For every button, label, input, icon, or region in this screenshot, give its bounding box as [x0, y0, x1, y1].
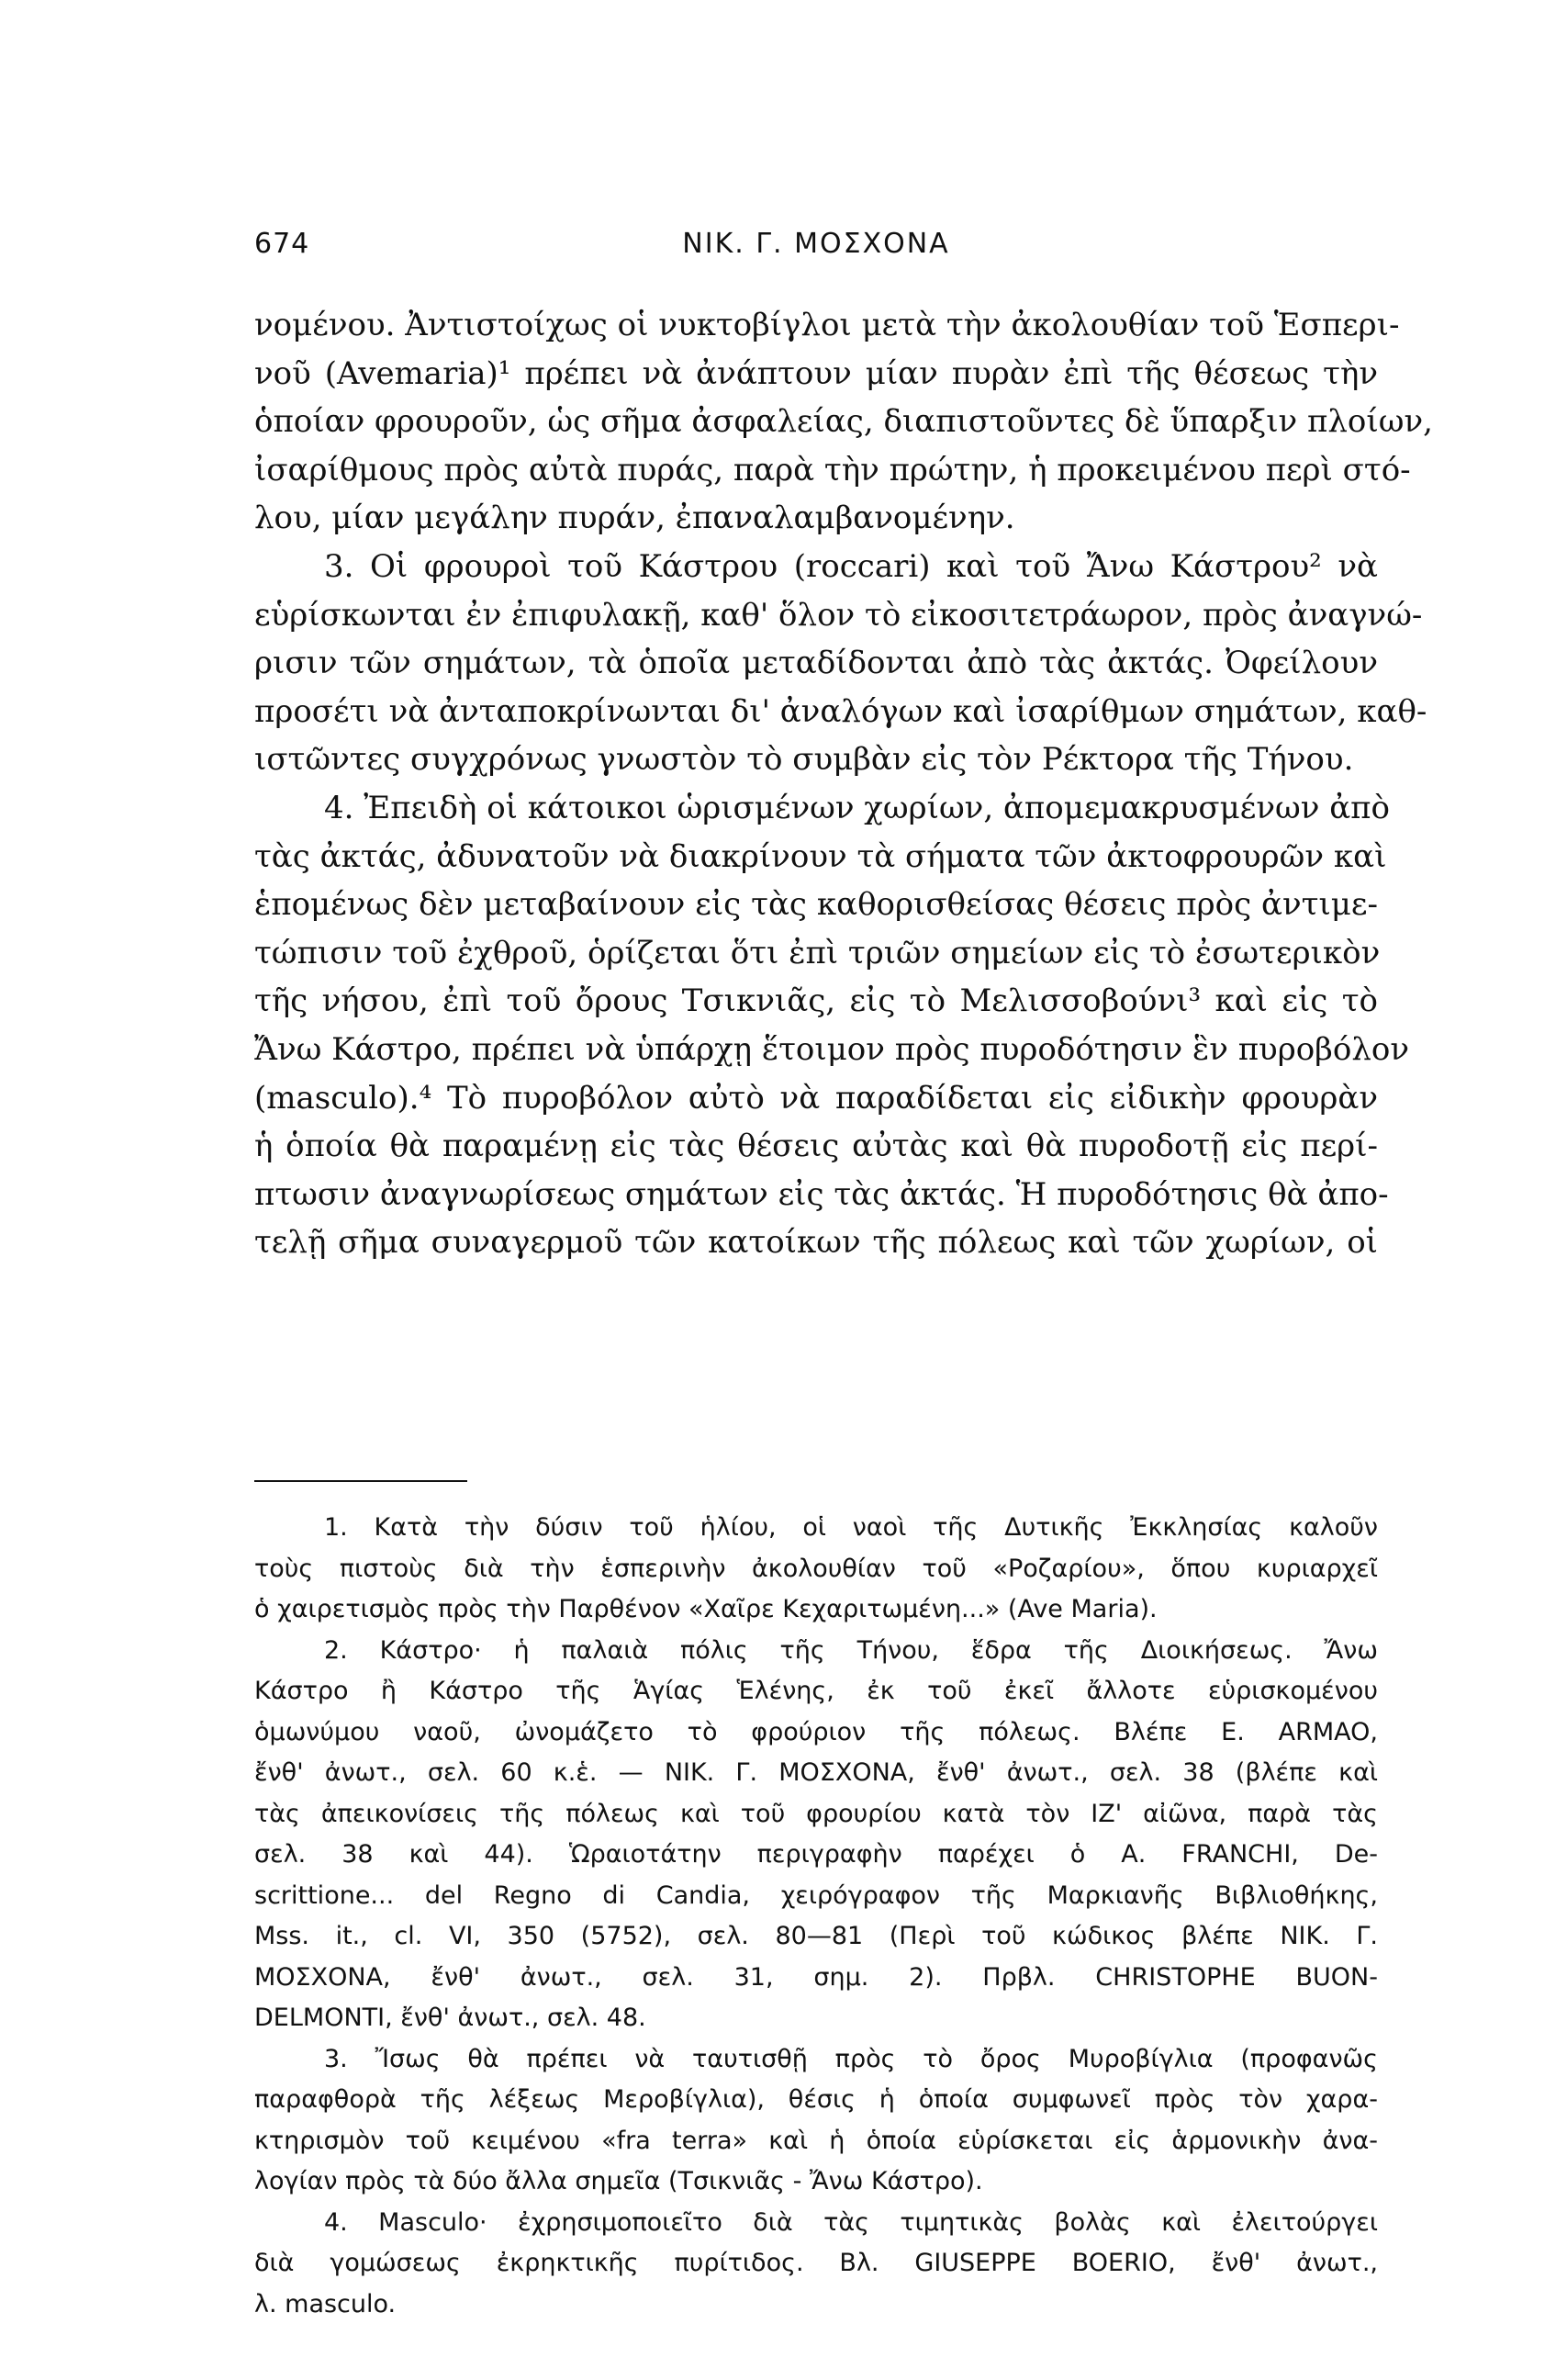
- footnote-line: 2. Κάστρο· ἡ παλαιὰ πόλις τῆς Τήνου, ἕδρα τῆς Διοικήσεως. Ἄνω: [324, 1635, 1378, 1665]
- text-line: τελῇ σῆμα συναγερμοῦ τῶν κατοίκων τῆς πόλεως καὶ τῶν χωρίων, οἱ: [254, 1224, 1378, 1262]
- footnote-line: scrittione... del Regno di Candia, χειρόγραφον τῆς Μαρκιανῆς Βιβλιοθήκης,: [254, 1880, 1378, 1910]
- footnote-line: Mss. it., cl. VI, 350 (5752), σελ. 80—81 (Περὶ τοῦ κώδικος βλέπε ΝΙΚ. Γ.: [254, 1922, 1378, 1950]
- running-head-author: ΝΙΚ. Γ. ΜΟΣΧΟΝΑ: [682, 228, 950, 260]
- footnote-line: λ. masculo.: [254, 2289, 397, 2318]
- footnote-line: τὰς ἀπεικονίσεις τῆς πόλεως καὶ τοῦ φρουρίου κατὰ τὸν ΙΖ' αἰῶνα, παρὰ τὰς: [254, 1799, 1378, 1828]
- text-line: νομένου. Ἀντιστοίχως οἱ νυκτοβίγλοι μετὰ τὴν ἀκολουθίαν τοῦ Ἑσπερι-: [254, 307, 1400, 343]
- text-line: 3. Οἱ φρουροὶ τοῦ Κάστρου (roccari) καὶ τοῦ Ἄνω Κάστρου² νὰ: [324, 547, 1378, 585]
- footnote-divider: [254, 1480, 467, 1482]
- footnote-line: ὁμωνύμου ναοῦ, ὠνομάζετο τὸ φρούριον τῆς πόλεως. Βλέπε Ε. ARMAO,: [254, 1717, 1378, 1746]
- text-line: νοῦ (Avemaria)¹ πρέπει νὰ ἀνάπτουν μίαν πυρὰν ἐπὶ τῆς θέσεως τὴν: [254, 354, 1378, 392]
- footnote-line: λογίαν πρὸς τὰ δύο ἄλλα σημεῖα (Τσικνιᾶς - Ἄνω Κάστρο).: [254, 2167, 983, 2195]
- text-line: εὑρίσκωνται ἐν ἐπιφυλακῇ, καθ' ὅλον τὸ εἰκοσιτετράωρον, πρὸς ἀναγνώ-: [254, 596, 1423, 634]
- footnote-line: ὁ χαιρετισμὸς πρὸς τὴν Παρθένον «Χαῖρε Κεχαριτωμένη...» (Ave Maria).: [254, 1595, 1158, 1623]
- footnote-line: ἔνθ' ἀνωτ., σελ. 60 κ.ἑ. — ΝΙΚ. Γ. ΜΟΣΧΟΝΑ, ἔνθ' ἀνωτ., σελ. 38 (βλέπε καὶ: [254, 1758, 1378, 1787]
- text-line: ἰσαρίθμους πρὸς αὐτὰ πυράς, παρὰ τὴν πρώτην, ἡ προκειμένου περὶ στό-: [254, 451, 1411, 488]
- text-line: ρισιν τῶν σημάτων, τὰ ὁποῖα μεταδίδονται ἀπὸ τὰς ἀκτάς. Ὀφείλουν: [254, 645, 1378, 682]
- text-line: (masculo).⁴ Τὸ πυροβόλον αὐτὸ νὰ παραδίδεται εἰς εἰδικὴν φρουρὰν: [254, 1079, 1378, 1117]
- footnote-line: σελ. 38 καὶ 44). Ὡραιοτάτην περιγραφὴν παρέχει ὁ Α. FRANCHI, De-: [254, 1840, 1378, 1869]
- footnote-line: DELMONTI, ἔνθ' ἀνωτ., σελ. 48.: [254, 2004, 646, 2032]
- running-head: [254, 228, 1378, 274]
- footnote-line: κτηρισμὸν τοῦ κειμένου «fra terra» καὶ ἡ ὁποία εὑρίσκεται εἰς ἁρμονικὴν ἀνα-: [254, 2126, 1378, 2155]
- footnote-line: παραφθορὰ τῆς λέξεως Μεροβίγλια), θέσις ἡ ὁποία συμφωνεῖ πρὸς τὸν χαρα-: [254, 2085, 1378, 2114]
- text-line: τώπισιν τοῦ ἐχθροῦ, ὁρίζεται ὅτι ἐπὶ τριῶν σημείων εἰς τὸ ἐσωτερικὸν: [254, 934, 1381, 971]
- text-line: ἡ ὁποία θὰ παραμένῃ εἰς τὰς θέσεις αὐτὰς καὶ θὰ πυροδοτῇ εἰς περί-: [254, 1128, 1378, 1165]
- footnote-line: Κάστρο ἢ Κάστρο τῆς Ἁγίας Ἑλένης, ἐκ τοῦ ἐκεῖ ἄλλοτε εὑρισκομένου: [254, 1677, 1378, 1705]
- footnote-line: τοὺς πιστοὺς διὰ τὴν ἑσπερινὴν ἀκολουθίαν τοῦ «Ροζαρίου», ὅπου κυριαρχεῖ: [254, 1554, 1378, 1583]
- text-line: τὰς ἀκτάς, ἀδυνατοῦν νὰ διακρίνουν τὰ σήματα τῶν ἀκτοφρουρῶν καὶ: [254, 837, 1387, 875]
- footnote-line: διὰ γομώσεως ἐκρηκτικῆς πυρίτιδος. Βλ. GIUSEPPE BOERIO, ἔνθ' ἀνωτ.,: [254, 2249, 1378, 2277]
- text-line: πτωσιν ἀναγνωρίσεως σημάτων εἰς τὰς ἀκτάς. Ἡ πυροδότησις θὰ ἀπο-: [254, 1175, 1389, 1213]
- footnote-line: 4. Masculo· ἐχρησιμοποιεῖτο διὰ τὰς τιμητικὰς βολὰς καὶ ἐλειτούργει: [324, 2207, 1378, 2237]
- main-text: [254, 301, 1433, 1267]
- footnote-line: 1. Κατὰ τὴν δύσιν τοῦ ἡλίου, οἱ ναοὶ τῆς Δυτικῆς Ἐκκλησίας καλοῦν: [324, 1513, 1378, 1542]
- text-line: προσέτι νὰ ἀνταποκρίνωνται δι' ἀναλόγων καὶ ἰσαρίθμων σημάτων, καθ-: [254, 692, 1427, 730]
- text-line: ιστῶντες συγχρόνως γνωστὸν τὸ συμβὰν εἰς τὸν Ρέκτορα τῆς Τήνου.: [254, 741, 1354, 779]
- page-number: 674: [254, 228, 310, 260]
- text-line: 4. Ἐπειδὴ οἱ κάτοικοι ὡρισμένων χωρίων, ἀπομεμακρυσμένων ἀπὸ: [324, 789, 1390, 826]
- text-line: τῆς νήσου, ἐπὶ τοῦ ὄρους Τσικνιᾶς, εἰς τὸ Μελισσοβούνι³ καὶ εἰς τὸ: [254, 982, 1378, 1020]
- footnotes: [254, 1508, 1378, 2325]
- text-line: λου, μίαν μεγάλην πυράν, ἐπαναλαμβανομένην.: [254, 500, 1015, 537]
- footnote-line: ΜΟΣΧΟΝΑ, ἔνθ' ἀνωτ., σελ. 31, σημ. 2). Πρβλ. CHRISTOPHE BUON-: [254, 1962, 1378, 1992]
- text-line: ὁποίαν φρουροῦν, ὡς σῆμα ἀσφαλείας, διαπιστοῦντες δὲ ὕπαρξιν πλοίων,: [254, 403, 1433, 441]
- text-line: ἑπομένως δὲν μεταβαίνουν εἰς τὰς καθορισθείσας θέσεις πρὸς ἀντιμε-: [254, 886, 1378, 924]
- footnote-line: 3. Ἴσως θὰ πρέπει νὰ ταυτισθῇ πρὸς τὸ ὄρος Μυροβίγλια (προφανῶς: [324, 2044, 1378, 2073]
- text-line: Ἄνω Κάστρο, πρέπει νὰ ὑπάρχῃ ἕτοιμον πρὸς πυροδότησιν ἓν πυροβόλον: [254, 1030, 1409, 1068]
